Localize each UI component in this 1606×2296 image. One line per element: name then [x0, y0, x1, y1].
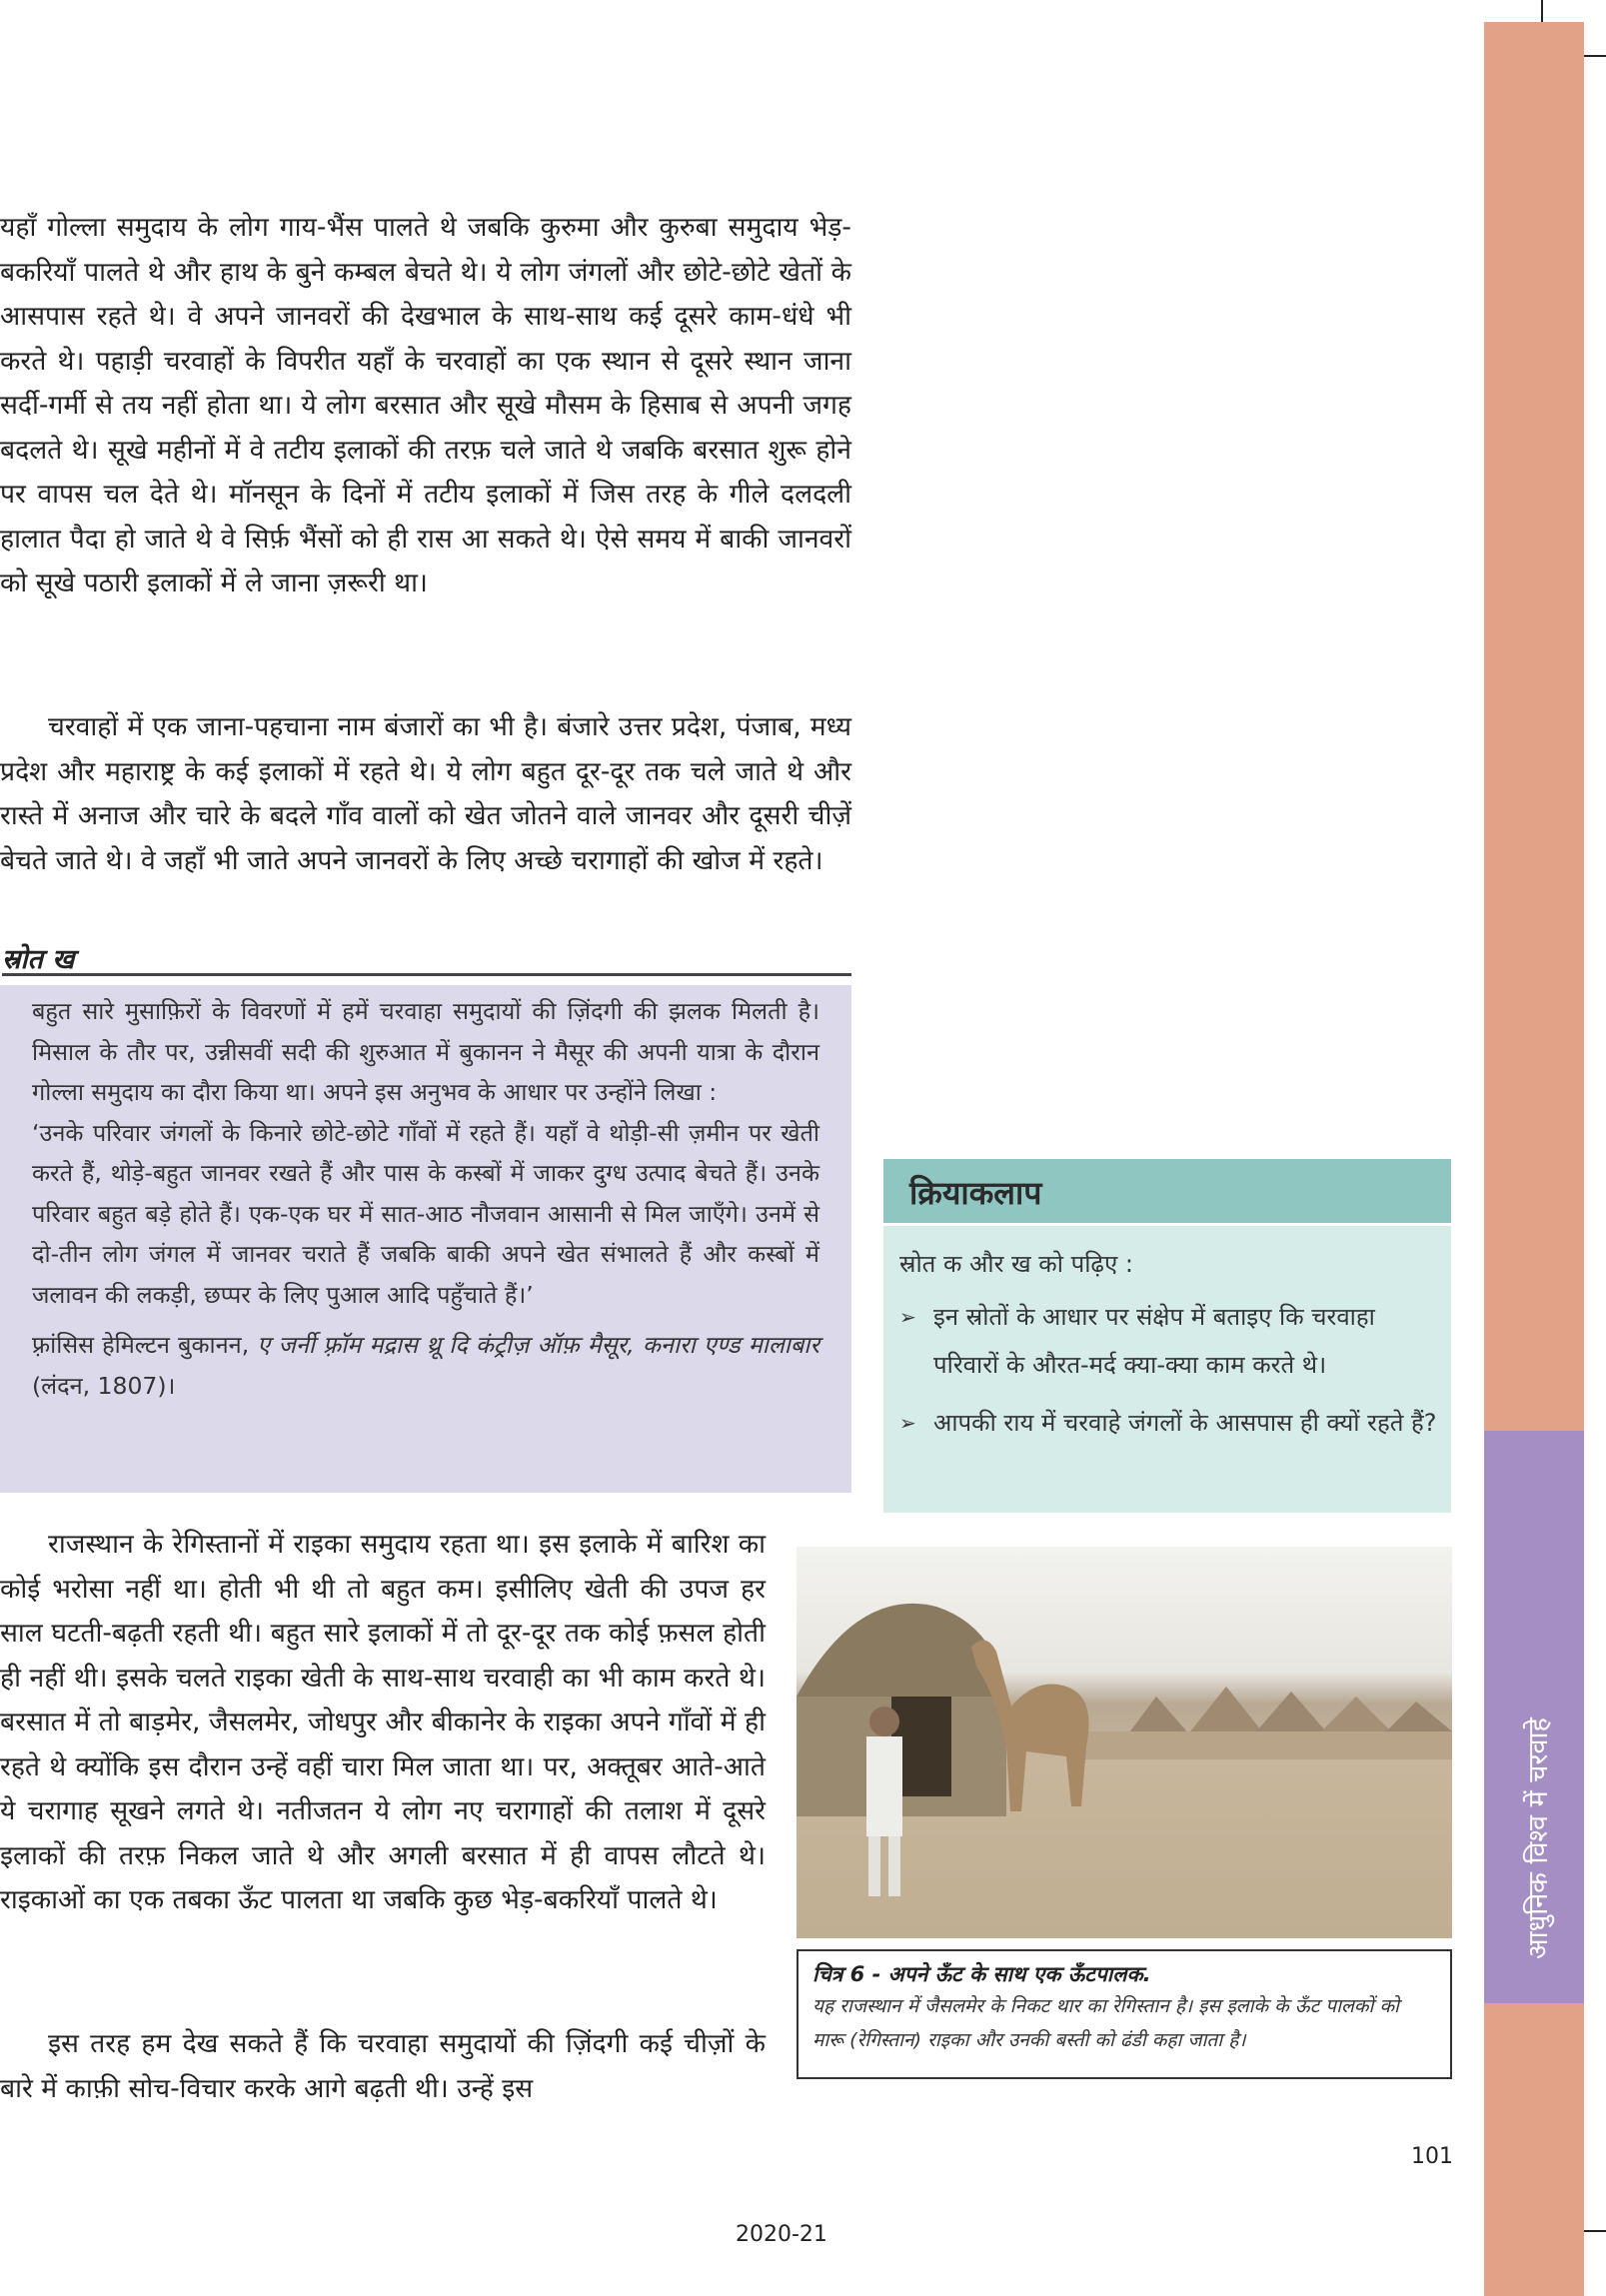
chapter-title: आधुनिक विश्व में चरवाहे	[1523, 1718, 1554, 1959]
sidebar-strip-bottom	[1484, 2003, 1584, 2296]
citation-title: ए जर्नी फ़्रॉम मद्रास थ्रू दि कंट्रीज़ ऑफ़ मैसूर, कनारा एण्ड मालाबार	[257, 1331, 819, 1359]
citation-publication: (लंदन, 1807)।	[32, 1371, 176, 1400]
activity-title: क्रियाकलाप	[909, 1174, 1042, 1212]
activity-list	[893, 1293, 1441, 1457]
crop-mark	[1584, 55, 1606, 57]
crop-mark	[1584, 2230, 1606, 2232]
citation-author: फ़्रांसिस हेमिल्टन बुकानन,	[32, 1331, 250, 1359]
source-b-intro: बहुत सारे मुसाफ़िरों के विवरणों में हमें चरवाहा समुदायों की ज़िंदगी की झलक मिलती है। मिसाल के तौर पर, उन्नीसवीं सदी की शुरुआत में बुकानन ने मैसूर की अपनी यात्रा के दौरान गोल्ला समुदाय का दौरा किया था। अपने इस अनुभव के आधार पर उन्होंने लिखा :	[32, 997, 819, 1106]
edition-year: 2020-21	[736, 2222, 827, 2247]
desert-scene-illustration	[797, 1547, 1452, 1938]
activity-lead: स्रोत क और ख को पढ़िए :	[899, 1250, 1133, 1278]
activity-header	[883, 1159, 1451, 1226]
paragraph-golla: यहाँ गोल्ला समुदाय के लोग गाय-भैंस पालते थे जबकि कुरुमा और कुरुबा समुदाय भेड़-बकरियाँ पालते थे और हाथ के बुने कम्बल बेचते थे। ये लोग जंगलों और छोटे-छोटे खेतों के आसपास रहते थे। वे अपने जानवरों की देखभाल के साथ-साथ कई दूसरे काम-धंधे भी करते थे। पहाड़ी चरवाहों के विपरीत यहाँ के चरवाहों का एक स्थान से दूसरे स्थान जाना सर्दी-गर्मी से तय नहीं होता था। ये लोग बरसात और सूखे मौसम के हिसाब से अपनी जगह बदलते थे। सूखे महीनों में वे तटीय इलाकों की तरफ़ चले जाते थे जबकि बरसात शुरू होने पर वापस चल देते थे। मॉनसून के दिनों में तटीय इलाकों में जिस तरह के गीले दलदली हालात पैदा हो जाते थे वे सिर्फ़ भैंसों को ही रास आ सकते थे। ऐसे समय में बाकी जानवरों को सूखे पठारी इलाकों में ले जाना ज़रूरी था।	[0, 212, 851, 598]
source-b-citation	[32, 1325, 819, 1406]
figure-caption	[797, 1949, 1452, 2079]
paragraph-banjara: चरवाहों में एक जाना-पहचाना नाम बंजारों का भी है। बंजारे उत्तर प्रदेश, पंजाब, मध्य प्रदेश और महाराष्ट्र के कई इलाकों में रहते थे। ये लोग बहुत दूर-दूर तक चले जाते थे और रास्ते में अनाज और चारे के बदले गाँव वालों को खेत जोतने वाले जानवर और दूसरी चीज़ें बेचते जाते थे। वे जहाँ भी जाते अपने जानवरों के लिए अच्छे चरागाहों की खोज में रहते।	[0, 711, 851, 876]
crop-mark	[1541, 0, 1543, 22]
caption-title: चित्र 6 - अपने ऊँट के साथ एक ऊँटपालक.	[812, 1962, 1151, 1986]
paragraph-raika: राजस्थान के रेगिस्तानों में राइका समुदाय रहता था। इस इलाके में बारिश का कोई भरोसा नहीं था। होती भी थी तो बहुत कम। इसीलिए खेती की उपज हर साल घटती-बढ़ती रहती थी। बहुत सारे इलाकों में तो दूर-दूर तक कोई फ़सल होती ही नहीं थी। इसके चलते राइका खेती के साथ-साथ चरवाही का भी काम करते थे। बरसात में तो बाड़मेर, जैसलमेर, जोधपुर और बीकानेर के राइका अपने गाँवों में ही रहते थे क्योंकि इस दौरान उन्हें वहीं चारा मिल जाता था। पर, अक्तूबर आते-आते ये चरागाह सूखने लगते थे। नतीजतन ये लोग नए चरागाहों की तलाश में दूसरे इलाकों की तरफ़ निकल जाते थे और अगली बरसात में ही वापस लौटते थे। राइकाओं का एक तबका ऊँट पालता था जबकि कुछ भेड़-बकरियाँ पालते थे।	[0, 1529, 766, 1915]
page-number: 101	[1411, 2144, 1453, 2169]
caption-text: यह राजस्थान में जैसलमेर के निकट थार का रेगिस्तान है। इस इलाके के ऊँट पालकों को मारू (रेगिस्तान) राइका और उनकी बस्ती को ढंडी कहा जाता है।	[812, 1995, 1399, 2051]
arrow-bullet-icon: ➢	[899, 1305, 916, 1329]
source-b-quote: ‘उनके परिवार जंगलों के किनारे छोटे-छोटे गाँवों में रहते हैं। यहाँ वे थोड़ी-सी ज़मीन पर खेती करते हैं, थोड़े-बहुत जानवर रखते हैं और पास के कस्बों में जाकर दुग्ध उत्पाद बेचते हैं। उनके परिवार बहुत बड़े होते हैं। एक-एक घर में सात-आठ नौजवान आसानी से मिल जाएँगे। उनमें से दो-तीन लोग जंगल में जानवर चराते हैं जबकि बाकी अपने खेत संभालते हैं और कस्बों में जलावन की लकड़ी, छप्पर के लिए पुआल आदि पहुँचाते हैं।’	[32, 1118, 819, 1309]
activity-item: ➢ आपकी राय में चरवाहे जंगलों के आसपास ही क्यों रहते हैं?	[893, 1399, 1441, 1447]
source-b-box	[0, 985, 851, 1493]
activity-box	[883, 1159, 1451, 1513]
activity-item: ➢ इन स्रोतों के आधार पर संक्षेप में बताइए कि चरवाहा परिवारों के औरत-मर्द क्या-क्या काम करते थे।	[893, 1293, 1441, 1389]
camel-herder-photo	[797, 1547, 1452, 1938]
arrow-bullet-icon: ➢	[899, 1411, 916, 1435]
source-b-heading: स्रोत ख	[2, 944, 75, 975]
source-b-heading-bar	[2, 944, 851, 976]
sidebar-strip-top	[1484, 22, 1584, 1431]
paragraph-conclusion: इस तरह हम देख सकते हैं कि चरवाहा समुदायों की ज़िंदगी कई चीज़ों के बारे में काफ़ी सोच-विचार करके आगे बढ़ती थी। उन्हें इस	[0, 2028, 766, 2104]
